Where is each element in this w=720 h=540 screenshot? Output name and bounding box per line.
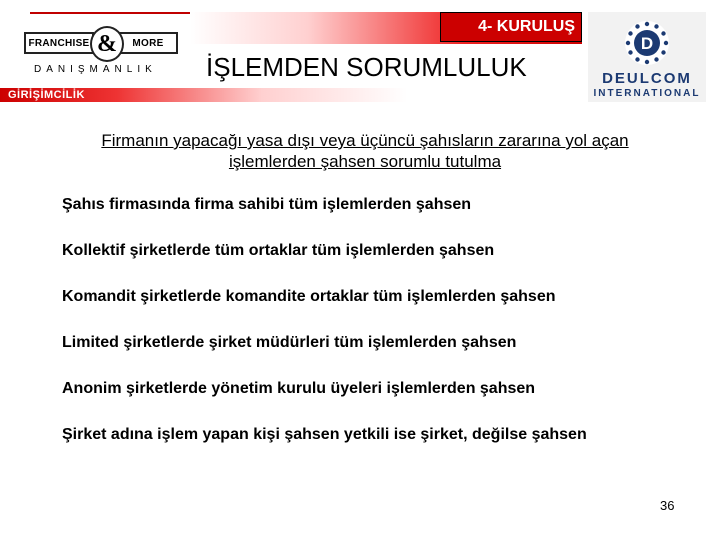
category-tag: GİRİŞİMCİLİK — [8, 89, 85, 101]
list-item: Anonim şirketlerde yönetim kurulu üyeleri işlemlerden şahsen — [62, 380, 536, 397]
list-item: Kollektif şirketlerde tüm ortaklar tüm işlemlerden şahsen — [62, 242, 495, 259]
logo-subtitle: DANIŞMANLIK — [34, 64, 157, 75]
logo-name-line1: DEULCOM — [602, 70, 692, 87]
list-item: Limited şirketlerde şirket müdürleri tüm işlemlerden şahsen — [62, 334, 517, 351]
content-list — [62, 196, 587, 472]
deulcom-logo — [588, 12, 706, 102]
list-item: Şahıs firmasında firma sahibi tüm işlemlerden şahsen — [62, 196, 472, 213]
list-item: Şirket adına işlem yapan kişi şahsen yetkili ise şirket, değilse şahsen — [62, 426, 587, 443]
logo-name-line2: INTERNATIONAL — [593, 88, 701, 99]
logo-wordmark-row — [24, 30, 184, 57]
slide-subtitle: Firmanın yapacağı yasa dışı veya üçüncü şahısların zararına yol açan işlemlerden şahsen sorumlu tutulma — [101, 131, 629, 171]
page-title: İŞLEMDEN SORUMLULUK — [206, 52, 527, 82]
logo-box-left: FRANCHISE — [24, 32, 94, 54]
deulcom-emblem-icon — [624, 20, 670, 66]
header-bottom-band — [0, 88, 582, 102]
section-label: 4- KURULUŞ — [440, 12, 582, 42]
franchise-more-logo — [24, 22, 184, 82]
page-number: 36 — [660, 498, 675, 513]
logo-box-right: MORE — [118, 32, 178, 54]
ampersand-icon: & — [90, 26, 124, 62]
emblem-letter: D — [640, 34, 654, 53]
list-item: Komandit şirketlerde komandite ortaklar tüm işlemlerden şahsen — [62, 288, 556, 305]
